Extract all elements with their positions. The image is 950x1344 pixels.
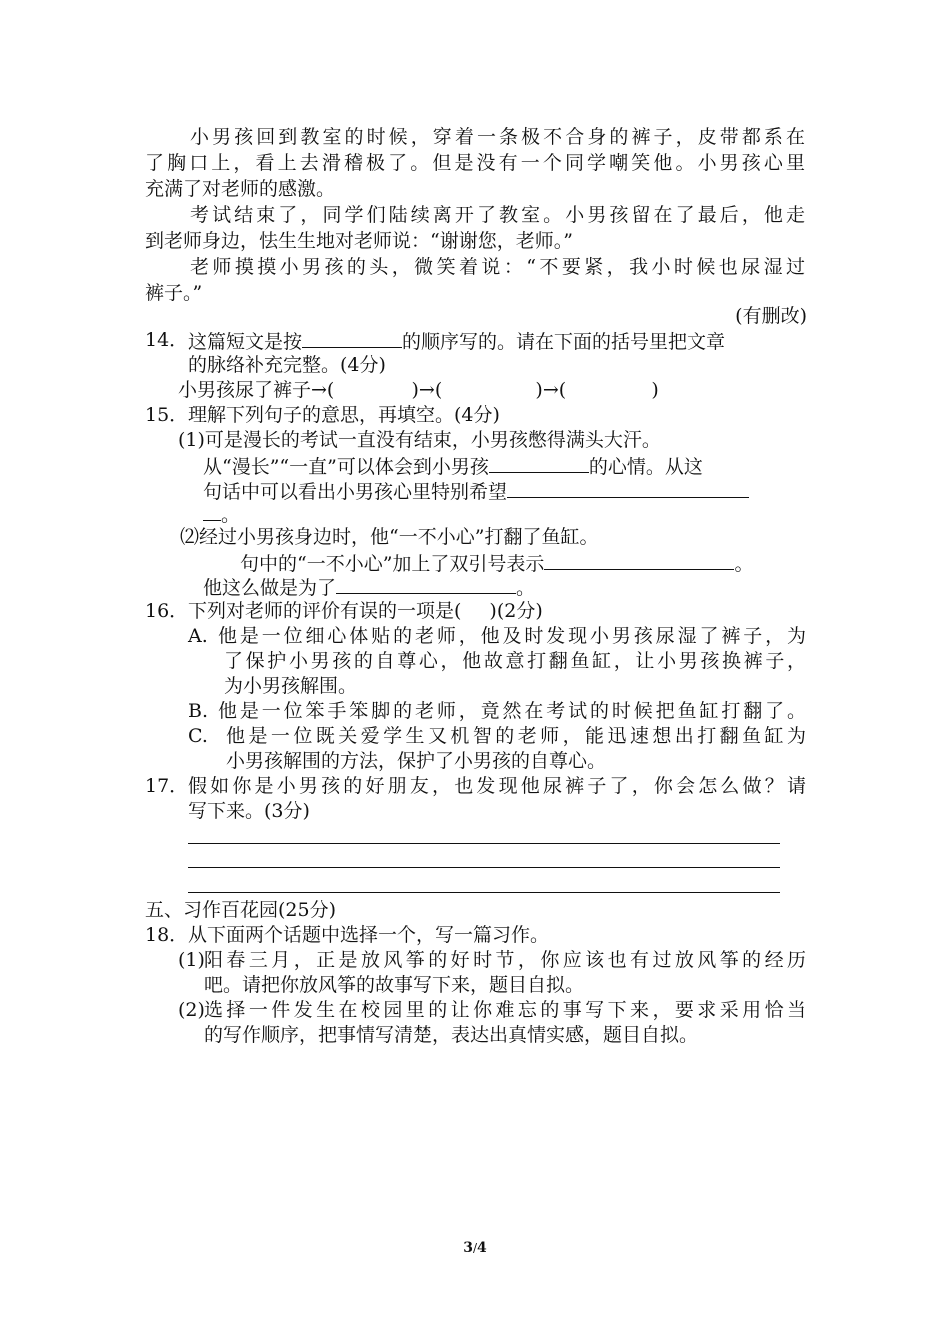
passage-p3-line1: 老师摸摸小男孩的头，微笑着说：“不要紧，我小时候也尿湿过: [190, 256, 805, 278]
q15-title: 理解下列句子的意思，再填空。(4分): [188, 404, 500, 426]
passage-p3-line2: 裤子。”: [145, 282, 203, 304]
q18-topic2-line2: 的写作顺序，把事情写清楚，表达出真情实感，题目自拟。: [204, 1024, 699, 1046]
page-total: 4: [477, 1240, 487, 1256]
passage-p2-line1: 考试结束了，同学们陆续离开了教室。小男孩留在了最后，他走: [190, 204, 805, 226]
q16-option-c-line2: 小男孩解围的方法，保护了小男孩的自尊心。: [226, 750, 607, 772]
q16-option-c-label[interactable]: C.: [188, 725, 208, 747]
q15-blank-hope-cont[interactable]: [203, 500, 221, 521]
q17-answer-line-1[interactable]: [188, 843, 780, 844]
q14-chain: [178, 377, 659, 403]
q17-number: 17．: [145, 775, 189, 797]
q18-topic1-label: (1): [178, 949, 205, 971]
q18-number: 18．: [145, 924, 189, 946]
arrow-icon: →: [542, 379, 559, 401]
q15-blank-feeling[interactable]: [489, 452, 589, 473]
passage-p1-line2: 了胸口上，看上去滑稽极了。但是没有一个同学嘲笑他。小男孩心里: [145, 152, 805, 174]
q15-number: 15．: [145, 404, 189, 426]
q18-topic2-line1: 选择一件发生在校园里的让你难忘的事写下来，要求采用恰当: [204, 999, 806, 1021]
q14-paren-3[interactable]: ( ): [558, 379, 659, 401]
passage-p2-line2: 到老师身边，怯生生地对老师说：“谢谢您，老师。”: [145, 230, 573, 252]
source-note: (有删改): [735, 305, 807, 327]
passage-p1-line1: 小男孩回到教室的时候，穿着一条极不合身的裤子，皮带都系在: [190, 126, 805, 148]
q14-paren-2[interactable]: ( ): [434, 379, 543, 401]
q14-chain-start: 小男孩尿了裤子→: [178, 379, 327, 401]
q17-answer-line-2[interactable]: [188, 867, 780, 868]
q17-line2: 写下来。(3分): [188, 800, 310, 822]
q15-s2-label: ⑵: [180, 526, 200, 548]
q16-option-a-line3: 为小男孩解围。: [224, 675, 358, 697]
page-current: 3: [463, 1240, 473, 1256]
page-number: [0, 1240, 950, 1256]
q14-line2: 的脉络补充完整。(4分): [188, 354, 386, 376]
q16-option-b-text: 他是一位笨手笨脚的老师，竟然在考试的时候把鱼缸打翻了。: [218, 700, 806, 722]
q16-option-a-line2: 了保护小男孩的自尊心，他故意打翻鱼缸，让小男孩换裤子，: [224, 650, 806, 672]
q16-number: 16．: [145, 600, 189, 622]
q15-s1-sentence: 可是漫长的考试一直没有结束，小男孩憋得满头大汗。: [204, 429, 661, 451]
q16-title: 下列对老师的评价有误的一项是( )(2分): [188, 600, 543, 622]
q18-topic2-label: (2): [178, 999, 205, 1021]
q16-option-a-label[interactable]: A.: [188, 625, 208, 647]
q17-answer-line-3[interactable]: [188, 892, 780, 893]
section5-title: 五、习作百花园(25分): [145, 899, 337, 921]
q15-blank-hope[interactable]: [507, 477, 749, 498]
q16-option-a-line1: 他是一位细心体贴的老师，他及时发现小男孩尿湿了裤子，为: [218, 625, 806, 647]
q15-s1-label: (1): [178, 429, 205, 451]
q14-line1: [188, 327, 725, 355]
q18-topic1-line1: 阳春三月，正是放风筝的好时节，你应该也有过放风筝的经历: [204, 949, 806, 971]
q15-s1-question-line2: 句话中可以看出小男孩心里特别希望: [203, 477, 749, 505]
q17-line1: 假如你是小男孩的好朋友，也发现他尿裤子了，你会怎么做？请: [188, 775, 806, 797]
q14-blank-order[interactable]: [302, 327, 402, 348]
q14-text-a: 这篇短文是按: [188, 331, 303, 353]
page-separator: /: [472, 1241, 478, 1255]
q18-topic1-line2: 吧。请把你放风筝的故事写下来，题目自拟。: [204, 974, 585, 996]
q15-s2-sentence: 经过小男孩身边时，他“一不小心”打翻了鱼缸。: [199, 526, 599, 548]
q14-text-b: 的顺序写的。请在下面的括号里把文章: [402, 331, 726, 353]
passage-p1-line3: 充满了对老师的感激。: [145, 178, 336, 200]
q15-s1: [178, 427, 661, 453]
q14-number: 14．: [145, 329, 189, 351]
q15-s2-question-line2: 他这么做是为了 。: [203, 573, 535, 601]
q14-paren-1[interactable]: ( ): [326, 379, 419, 401]
arrow-icon: →: [418, 379, 435, 401]
q15-blank-purpose[interactable]: [336, 573, 516, 594]
q18-title: 从下面两个话题中选择一个，写一篇习作。: [188, 924, 550, 946]
q15-s1-question-line3: 。: [203, 500, 240, 528]
q16-option-b-label[interactable]: B.: [188, 700, 209, 722]
q15-s1-question-line1: 从“漫长”“一直”可以体会到小男孩 的心情。从这: [203, 452, 703, 480]
q15-blank-meaning[interactable]: [544, 549, 734, 570]
q15-s2-question-line1: 句中的“一不小心”加上了双引号表示 。: [240, 549, 753, 577]
q15-s2: [180, 524, 598, 550]
q16-option-c-line1: 他是一位既关爱学生又机智的老师，能迅速想出打翻鱼缸为: [226, 725, 806, 747]
